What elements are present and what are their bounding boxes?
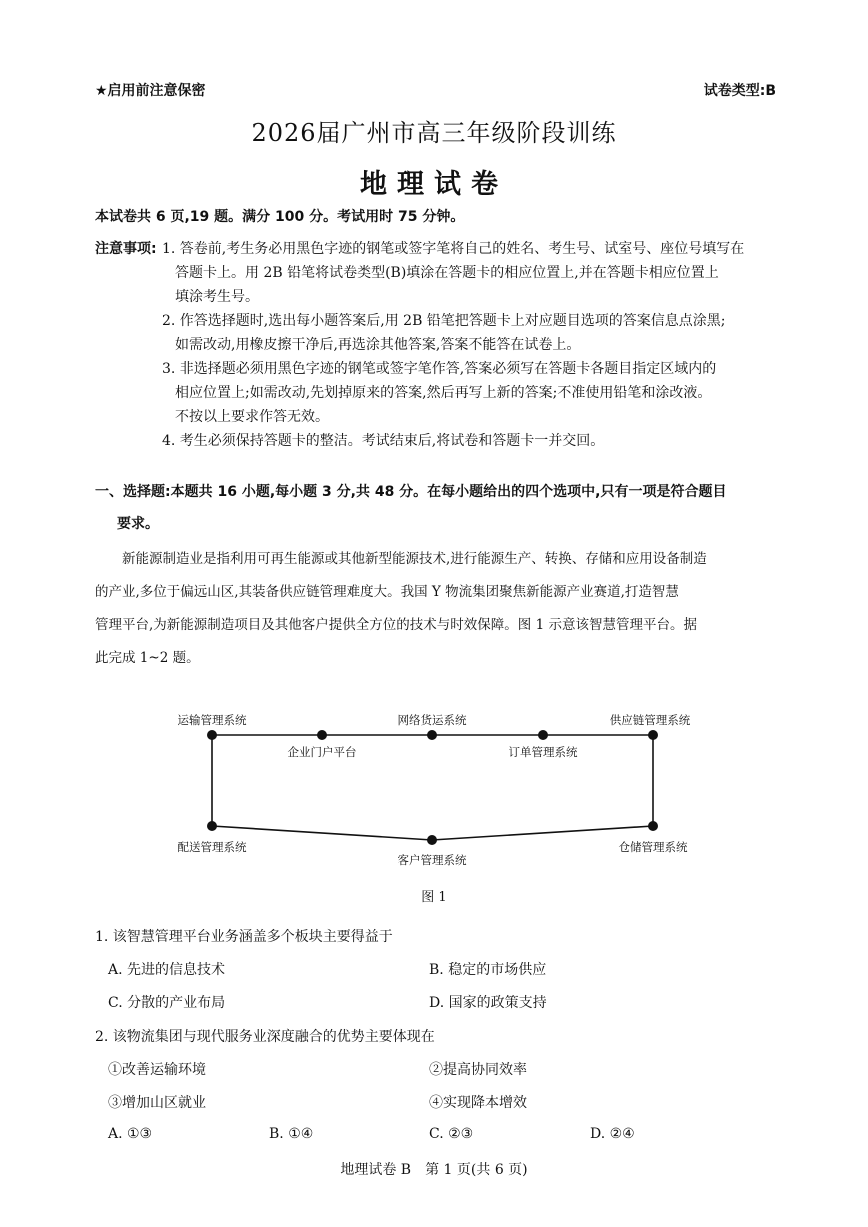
- question-2-item: ③增加山区就业: [108, 1095, 206, 1111]
- label-order: 订单管理系统: [508, 745, 578, 759]
- label-customer: 客户管理系统: [397, 853, 467, 867]
- passage-line: 新能源制造业是指利用可再生能源或其他新型能源技术,进行能源生产、转换、存储和应用设备制造: [122, 551, 707, 567]
- notice-line: 如需改动,用橡皮擦干净后,再选涂其他答案,答案不能答在试卷上。: [175, 337, 581, 353]
- exam-title: 2026届广州市高三年级阶段训练: [251, 119, 617, 147]
- notice-line: 4. 考生必须保持答题卡的整洁。考试结束后,将试卷和答题卡一并交回。: [162, 433, 605, 449]
- node-portal: [317, 730, 327, 740]
- section-heading: 一、选择题:本题共 16 小题,每小题 3 分,共 48 分。在每小题给出的四个选项中,只有一项是符合题目: [95, 484, 727, 500]
- notice-line: 3. 非选择题必须用黑色字迹的钢笔或签字笔作答,答案必须写在答题卡各题目指定区域内的: [162, 361, 717, 377]
- node-customer: [427, 835, 437, 845]
- section-heading-cont: 要求。: [117, 516, 159, 532]
- question-1-stem: 1. 该智慧管理平台业务涵盖多个板块主要得益于: [95, 929, 393, 945]
- exam-summary: 本试卷共 6 页,19 题。满分 100 分。考试用时 75 分钟。: [95, 209, 465, 225]
- question-2-option-a[interactable]: A. ①③: [108, 1126, 153, 1142]
- node-warehouse: [648, 821, 658, 831]
- node-order: [538, 730, 548, 740]
- question-2-stem: 2. 该物流集团与现代服务业深度融合的优势主要体现在: [95, 1029, 435, 1045]
- notice-label: 注意事项:: [95, 241, 157, 257]
- passage-line: 的产业,多位于偏远山区,其装备供应链管理难度大。我国 Y 物流集团聚焦新能源产业赛道,打造智慧: [95, 584, 679, 600]
- notice-line: 填涂考生号。: [175, 289, 259, 305]
- passage-line: 管理平台,为新能源制造项目及其他客户提供全方位的技术与时效保障。图 1 示意该智慧管理平台。据: [95, 617, 697, 633]
- question-2-option-d[interactable]: D. ②④: [590, 1126, 635, 1142]
- question-2-option-c[interactable]: C. ②③: [429, 1126, 474, 1142]
- notice-line: 不按以上要求作答无效。: [175, 409, 329, 425]
- node-freight: [427, 730, 437, 740]
- figure-caption: 图 1: [421, 890, 447, 905]
- question-1-option-b[interactable]: B. 稳定的市场供应: [429, 962, 547, 978]
- notice-line: 相应位置上;如需改动,先划掉原来的答案,然后再写上新的答案;不准使用铅笔和涂改液。: [175, 385, 712, 401]
- label-transport: 运输管理系统: [177, 713, 247, 727]
- node-delivery: [207, 821, 217, 831]
- passage-line: 此完成 1~2 题。: [95, 650, 200, 666]
- node-transport: [207, 730, 217, 740]
- question-2-option-b[interactable]: B. ①④: [269, 1126, 314, 1142]
- label-warehouse: 仓储管理系统: [618, 840, 688, 854]
- platform-diagram: [160, 700, 720, 880]
- label-freight: 网络货运系统: [397, 713, 467, 727]
- question-1-option-c[interactable]: C. 分散的产业布局: [108, 995, 226, 1011]
- node-supply: [648, 730, 658, 740]
- question-2-item: ①改善运输环境: [108, 1062, 206, 1078]
- notice-line: 2. 作答选择题时,选出每小题答案后,用 2B 铅笔把答题卡上对应题目选项的答案信息点涂黑;: [162, 313, 726, 329]
- bottom-left-link: [212, 826, 432, 840]
- question-1-option-d[interactable]: D. 国家的政策支持: [429, 995, 547, 1011]
- question-1-option-a[interactable]: A. 先进的信息技术: [108, 962, 226, 978]
- question-2-item: ④实现降本增效: [429, 1095, 527, 1111]
- subject-title: 地理试卷: [360, 169, 508, 200]
- label-portal: 企业门户平台: [287, 745, 357, 759]
- label-delivery: 配送管理系统: [177, 840, 247, 854]
- bottom-right-link: [432, 826, 653, 840]
- confidential-mark: ★启用前注意保密: [95, 83, 206, 99]
- notice-line: 答题卡上。用 2B 铅笔将试卷类型(B)填涂在答题卡的相应位置上,并在答题卡相应位置上: [175, 265, 719, 281]
- question-2-item: ②提高协同效率: [429, 1062, 527, 1078]
- page-footer: 地理试卷 B 第 1 页(共 6 页): [340, 1162, 528, 1178]
- notice-line: 1. 答卷前,考生务必用黑色字迹的钢笔或签字笔将自己的姓名、考生号、试室号、座位号填写在: [162, 241, 745, 257]
- label-supply: 供应链管理系统: [609, 713, 691, 727]
- paper-type: 试卷类型:B: [703, 83, 776, 99]
